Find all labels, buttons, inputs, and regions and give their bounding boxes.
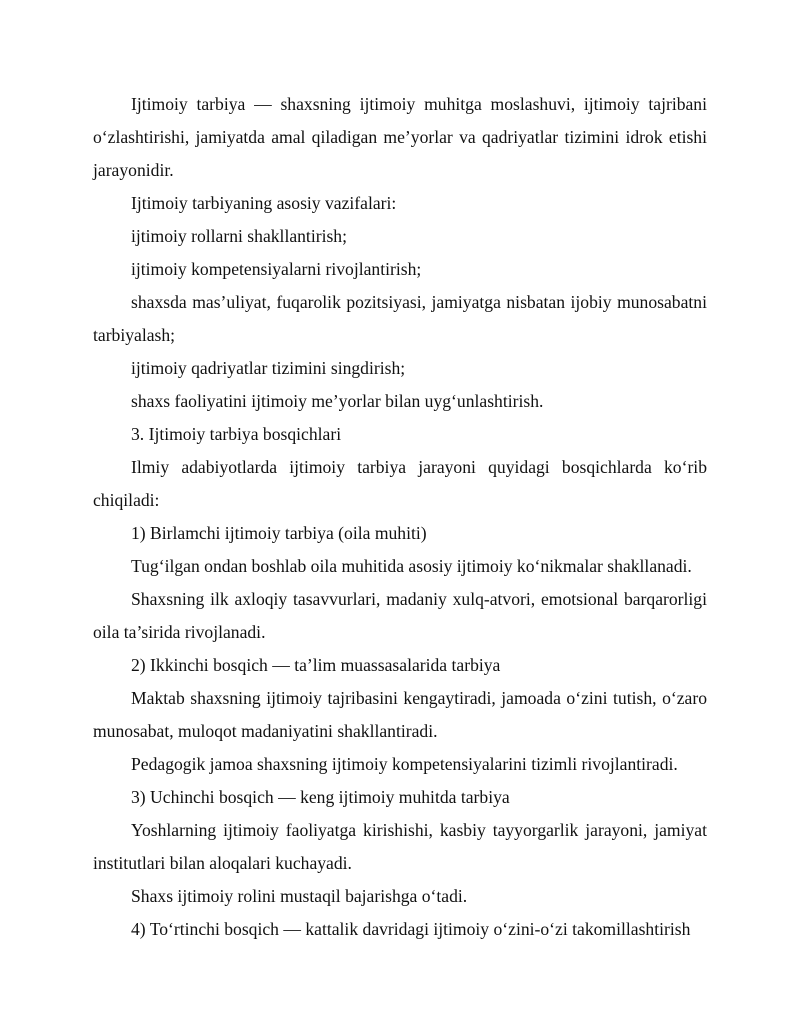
paragraph-task-values: ijtimoiy qadriyatlar tizimini singdirish; bbox=[131, 358, 406, 378]
paragraph-tasks-heading: Ijtimoiy tarbiyaning asosiy vazifalari: bbox=[131, 193, 397, 213]
section-heading-stages: 3. Ijtimoiy tarbiya bosqichlari bbox=[131, 424, 342, 444]
stage-2-heading: 2) Ikkinchi bosqich — ta’lim muassasalarida tarbiya bbox=[131, 655, 501, 675]
paragraph-stage-3-text-a: Yoshlarning ijtimoiy faoliyatga kirishishi, kasbiy tayyorgarlik jarayoni, jamiyat institutlari bilan aloqalari kuchayadi. bbox=[93, 820, 707, 873]
paragraph-stage-2-text-b: Pedagogik jamoa shaxsning ijtimoiy kompetensiyalarini tizimli rivojlantiradi. bbox=[131, 754, 678, 774]
stage-1-heading: 1) Birlamchi ijtimoiy tarbiya (oila muhiti) bbox=[131, 523, 427, 543]
paragraph-stage-2-text-a: Maktab shaxsning ijtimoiy tajribasini kengaytiradi, jamoada o‘zini tutish, o‘zaro munosabat, muloqot madaniyatini shakllantiradi. bbox=[93, 688, 707, 741]
paragraph-task-roles: ijtimoiy rollarni shakllantirish; bbox=[131, 226, 347, 246]
paragraph-task-responsibility: shaxsda mas’uliyat, fuqarolik pozitsiyasi, jamiyatga nisbatan ijobiy munosabatni tarbiyalash; bbox=[93, 292, 707, 345]
paragraph-stages-intro: Ilmiy adabiyotlarda ijtimoiy tarbiya jarayoni quyidagi bosqichlarda ko‘rib chiqiladi: bbox=[93, 457, 707, 510]
paragraph-stage-3-text-b: Shaxs ijtimoiy rolini mustaqil bajarishga o‘tadi. bbox=[131, 886, 468, 906]
paragraph-stage-1-text-a: Tug‘ilgan ondan boshlab oila muhitida asosiy ijtimoiy ko‘nikmalar shakllanadi. bbox=[131, 556, 692, 576]
paragraph-task-competencies: ijtimoiy kompetensiyalarni rivojlantirish; bbox=[131, 259, 422, 279]
paragraph-task-harmonize: shaxs faoliyatini ijtimoiy me’yorlar bilan uyg‘unlashtirish. bbox=[131, 391, 544, 411]
stage-4-heading: 4) To‘rtinchi bosqich — kattalik davridagi ijtimoiy o‘zini-o‘zi takomillashtirish bbox=[131, 919, 691, 939]
paragraph-definition: Ijtimoiy tarbiya — shaxsning ijtimoiy muhitga moslashuvi, ijtimoiy tajribani o‘zlashtirishi, jamiyatda amal qiladigan me’yorlar va qadriyatlar tizimini idrok etishi jarayonidir. bbox=[93, 94, 707, 180]
paragraph-stage-1-text-b: Shaxsning ilk axloqiy tasavvurlari, madaniy xulq-atvori, emotsional barqarorligi oila ta’sirida rivojlanadi. bbox=[93, 589, 707, 642]
stage-3-heading: 3) Uchinchi bosqich — keng ijtimoiy muhitda tarbiya bbox=[131, 787, 510, 807]
document-page bbox=[93, 88, 707, 946]
